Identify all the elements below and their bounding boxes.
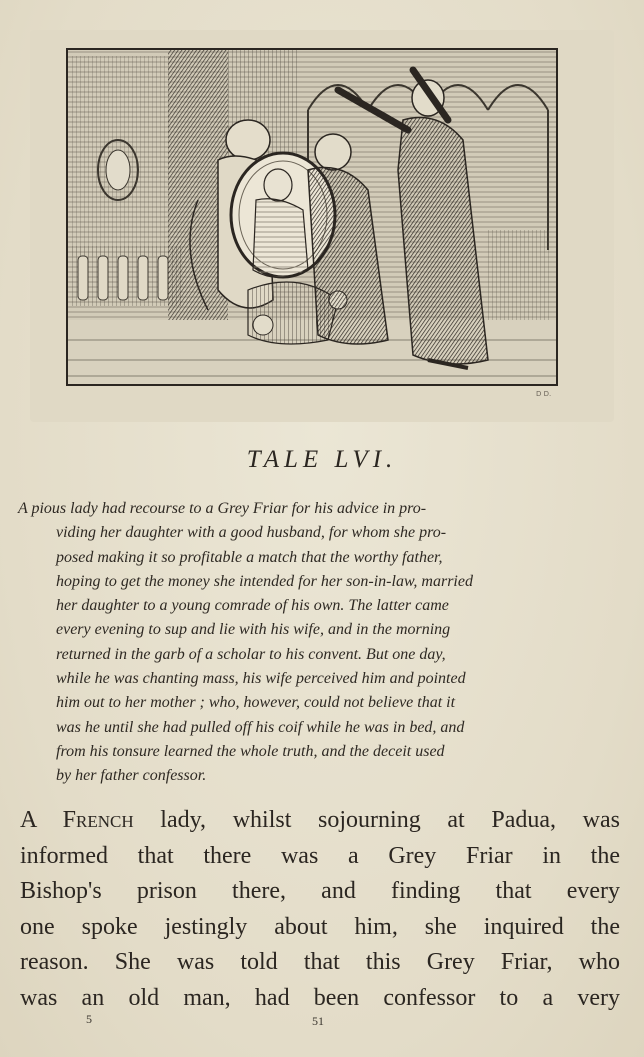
summary-line: posed making it so profitable a match that the worthy father, (56, 548, 443, 566)
body-line: Bishop's prison there, and finding that every (20, 878, 620, 905)
summary-line: returned in the garb of a scholar to his convent. But one day, (56, 645, 446, 663)
summary-line: viding her daughter with a good husband, for whom she pro- (56, 524, 447, 542)
plate-mark-right: D D. (536, 390, 552, 398)
engraving-illustration (66, 48, 558, 386)
body-line: was an old man, had been confessor to a very (20, 984, 620, 1011)
body-line-rest: lady, whilst sojourning at Padua, was (133, 807, 620, 833)
body-line (20, 803, 620, 839)
summary-line: by her father confessor. (56, 767, 207, 785)
page-number: 51 (312, 1014, 324, 1028)
summary-line: while he was chanting mass, his wife perceived him and pointed (56, 670, 466, 688)
body-line: informed that there was a Grey Friar in the (20, 842, 620, 869)
summary-line: him out to her mother ; who, however, could not believe that it (56, 694, 456, 712)
summary-line: hoping to get the money she intended for her son-in-law, married (56, 572, 473, 590)
summary-line: from his tonsure learned the whole truth, and the deceit used (56, 742, 445, 760)
signature-mark: 5 (86, 1012, 92, 1026)
summary-line: every evening to sup and lie with his wife, and in the morning (56, 621, 451, 639)
summary-line: A pious lady had recourse to a Grey Friar for his advice in pro- (18, 500, 427, 517)
body-drop-word: A (20, 807, 63, 833)
tale-summary (18, 497, 618, 789)
summary-line: her daughter to a young comrade of his own. The latter came (56, 597, 449, 615)
body-line: one spoke jestingly about him, she inquired the (20, 913, 620, 940)
summary-line: was he until she had pulled off his coif while he was in bed, and (56, 718, 465, 736)
tale-body (20, 803, 620, 1017)
tale-title: TALE LVI. (246, 446, 398, 473)
body-line: reason. She was told that this Grey Friar, who (20, 949, 620, 976)
body-smallcaps-word: French (62, 807, 134, 833)
